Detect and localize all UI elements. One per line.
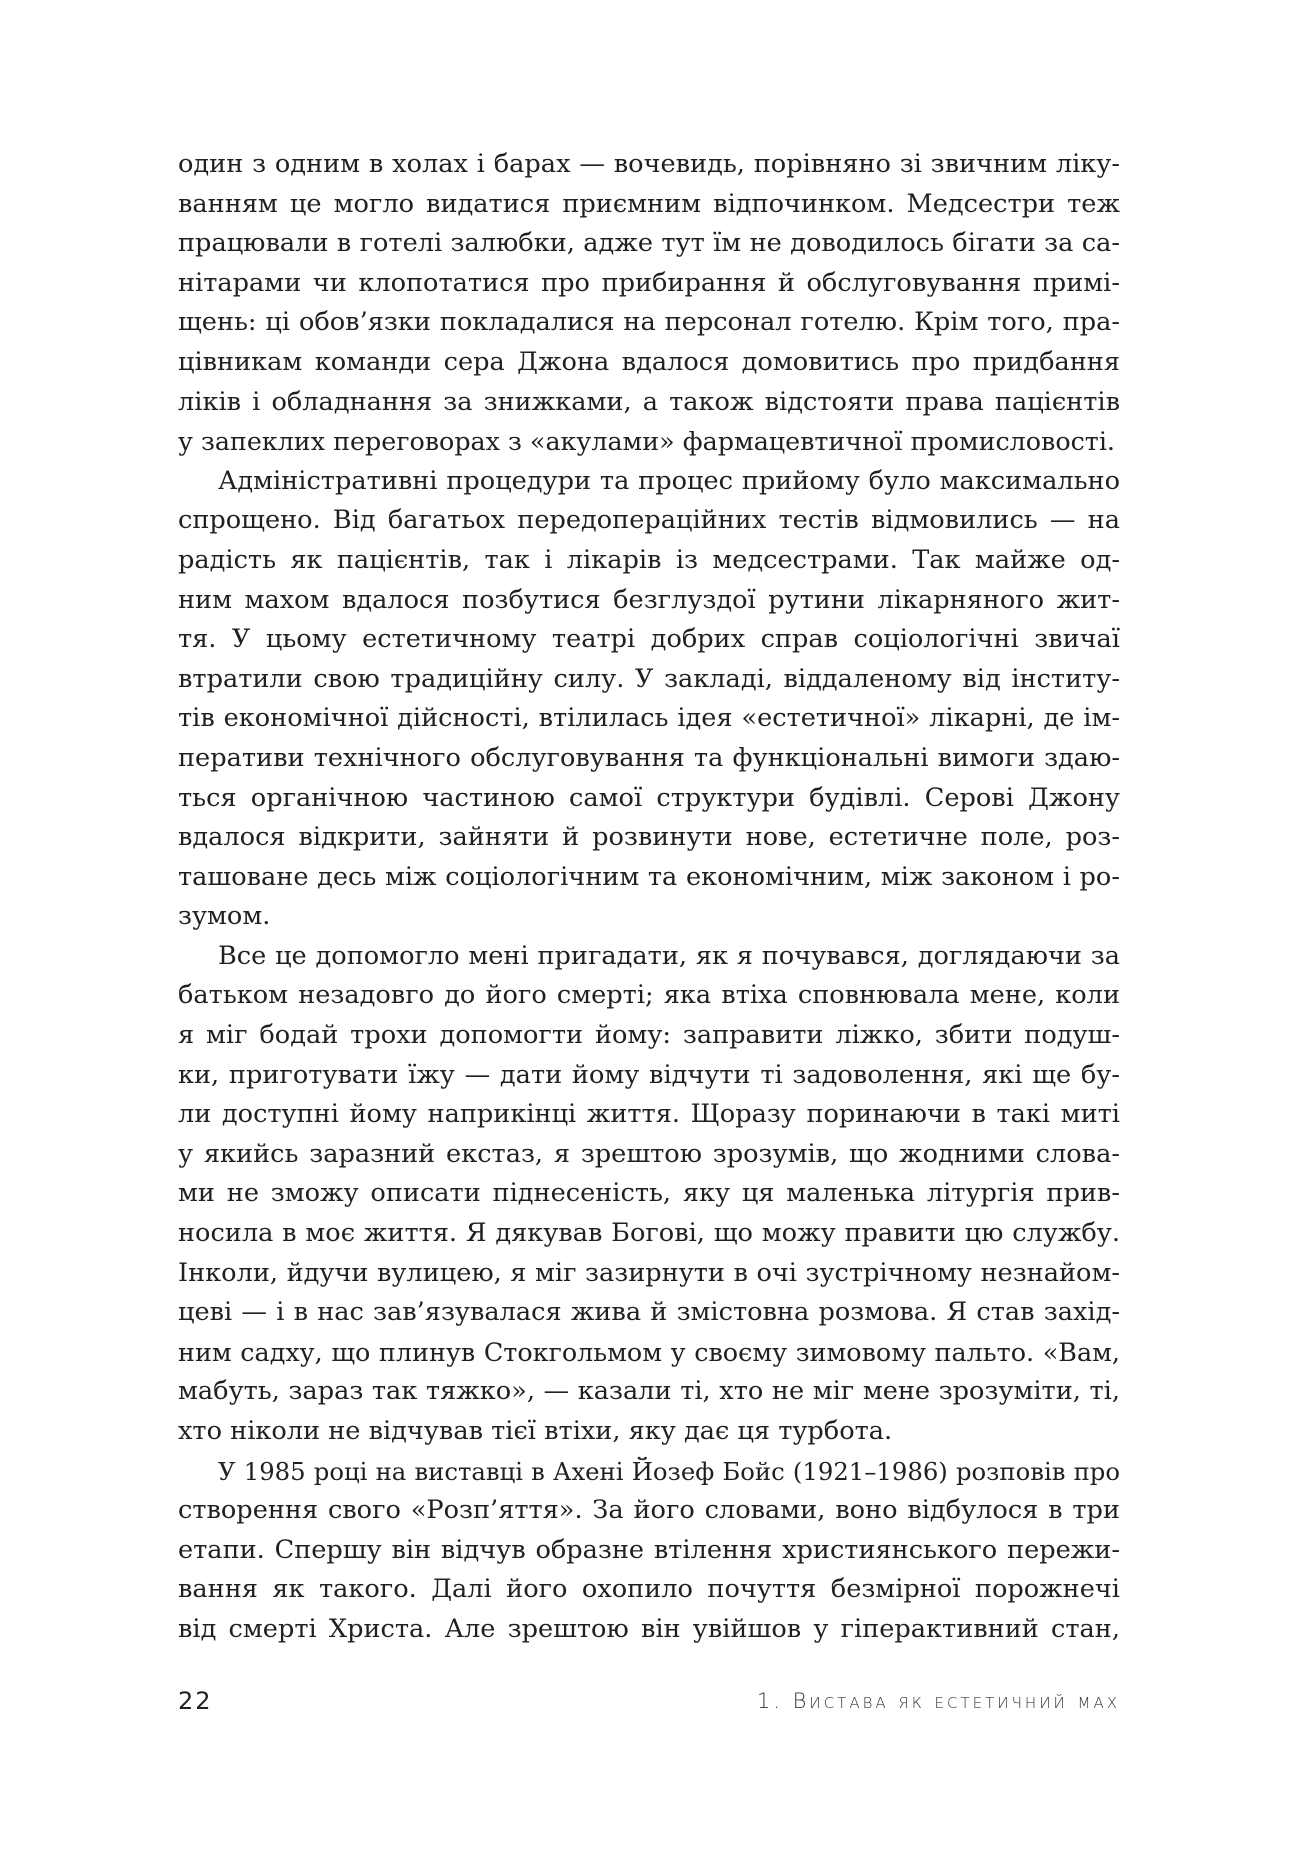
text-line: тів економічної дійсності, втілилась ідея «естетичної» лікарні, де ім- xyxy=(178,703,1120,734)
paragraph xyxy=(178,462,1120,937)
text-line: мабуть, зараз так тяжко», — казали ті, хто не міг мене зрозуміти, ті, xyxy=(178,1376,1120,1407)
text-line: ться органічною частиною самої структури будівлі. Серові Джону xyxy=(178,782,1120,813)
text-line: ташоване десь між соціологічним та економічним, між законом і ро- xyxy=(178,861,1120,892)
text-line: ли доступні йому наприкінці життя. Щоразу поринаючи в такі миті xyxy=(178,1099,1120,1130)
text-line: працювали в готелі залюбки, адже тут їм не доводилось бігати за са- xyxy=(178,228,1120,259)
text-line: цеві — і в нас зав’язувалася жива й змістовна розмова. Я став захід- xyxy=(178,1297,1120,1328)
text-line: радість як пацієнтів, так і лікарів із медсестрами. Так майже од- xyxy=(178,544,1120,575)
text-line: створення свого «Розп’яття». За його словами, воно відбулося в три xyxy=(178,1495,1120,1526)
text-line: я міг бодай трохи допомогти йому: заправити ліжко, збити подуш- xyxy=(178,1020,1120,1051)
text-line: тя. У цьому естетичному театрі добрих справ соціологічні звичаї xyxy=(178,624,1120,655)
text-line: Інколи, йдучи вулицею, я міг зазирнути в очі зустрічному незнайом- xyxy=(178,1257,1120,1288)
paragraph xyxy=(178,937,1120,1452)
text-line: від смерті Христа. Але зрештою він увійшов у гіперактивний стан, xyxy=(178,1613,1120,1644)
paragraph xyxy=(178,145,1120,462)
paragraph xyxy=(178,1452,1120,1650)
text-line: у запеклих переговорах з «акулами» фармацевтичної промисловості. xyxy=(178,426,1115,457)
text-line: ним махом вдалося позбутися безглуздої рутини лікарняного жит- xyxy=(178,584,1120,615)
text-line: етапи. Спершу він відчув образне втілення християнського пережи- xyxy=(178,1534,1120,1565)
running-head: 1. Вистава як естетичний мах xyxy=(756,1689,1120,1713)
text-line: ванням це могло видатися приємним відпочинком. Медсестри теж xyxy=(178,188,1120,219)
text-line: один з одним в холах і барах — вочевидь, порівняно зі звичним ліку- xyxy=(178,149,1120,179)
text-line: У 1985 році на виставці в Ахені Йозеф Бойс (1921–1986) розповів про xyxy=(218,1456,1120,1486)
text-line: батьком незадовго до його смерті; яка втіха сповнювала мене, коли xyxy=(178,980,1120,1011)
text-line: нітарами чи клопотатися про прибирання й обслуговування примі- xyxy=(178,267,1120,298)
text-line: вання як такого. Далі його охопило почуття безмірної порожнечі xyxy=(178,1574,1120,1605)
text-line: ліків і обладнання за знижками, а також відстояти права пацієнтів xyxy=(178,386,1120,417)
text-line: Все це допомогло мені пригадати, як я почувався, доглядаючи за xyxy=(218,940,1120,971)
text-line: ки, приготувати їжу — дати йому відчути ті задоволення, які ще бу- xyxy=(178,1059,1120,1090)
text-line: носила в моє життя. Я дякував Богові, що можу правити цю службу. xyxy=(178,1218,1120,1249)
text-line: зумом. xyxy=(178,901,271,932)
text-line: спрощено. Від багатьох передопераційних тестів відмовились — на xyxy=(178,505,1120,536)
page-number: 22 xyxy=(178,1687,213,1715)
text-line: ми не зможу описати піднесеність, яку ця маленька літургія прив- xyxy=(178,1178,1120,1209)
text-line: ним садху, що плинув Стокгольмом у своєму зимовому пальто. «Вам, xyxy=(178,1336,1120,1367)
text-line: у якийсь заразний екстаз, я зрештою зрозумів, що жодними слова- xyxy=(178,1138,1120,1169)
page-footer xyxy=(178,1683,1120,1719)
text-line: перативи технічного обслуговування та функціональні вимоги здаю- xyxy=(178,742,1120,773)
text-line: хто ніколи не відчував тієї втіхи, яку дає ця турбота. xyxy=(178,1416,893,1446)
text-line: Адміністративні процедури та процес прийому було максимально xyxy=(218,465,1120,496)
text-line: щень: ці обов’язки покладалися на персонал готелю. Крім того, пра- xyxy=(178,307,1120,338)
body-text xyxy=(178,145,1120,1650)
text-line: вдалося відкрити, зайняти й розвинути нове, естетичне поле, роз- xyxy=(178,822,1120,853)
text-line: втратили свою традиційну силу. У закладі, віддаленому від інститу- xyxy=(178,663,1120,694)
text-line: цівникам команди сера Джона вдалося домовитись про придбання xyxy=(178,346,1120,377)
